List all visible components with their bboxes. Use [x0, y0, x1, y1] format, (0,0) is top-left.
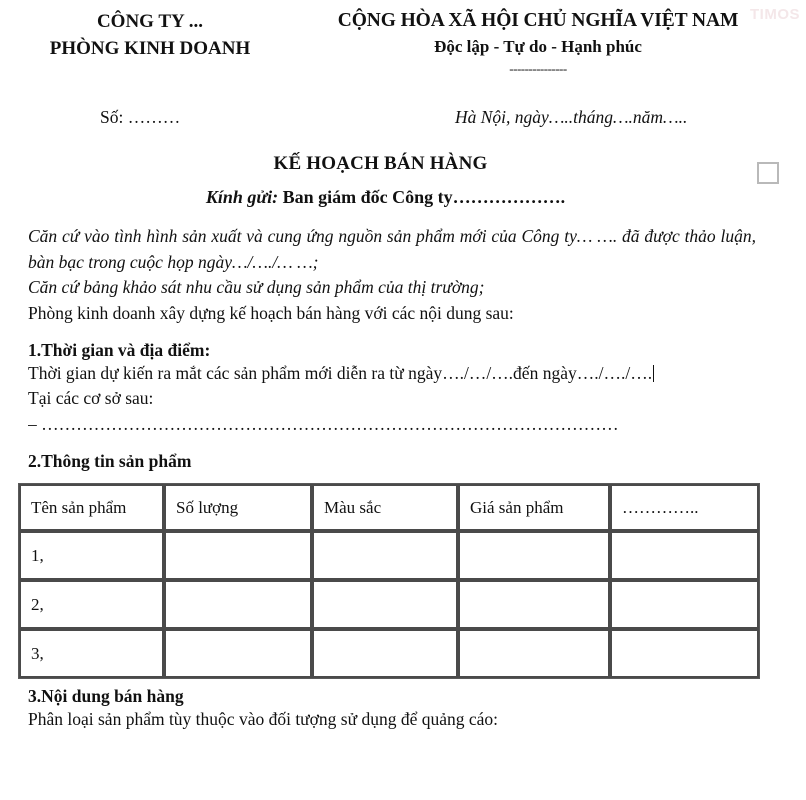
section-3-block [0, 686, 806, 732]
text-caret [653, 365, 654, 382]
cell-other[interactable] [610, 580, 759, 629]
product-table-wrapper [0, 483, 806, 679]
section-1-blank-line: – ……………………………………………………………………………………… [28, 413, 619, 434]
national-heading-block [290, 9, 806, 77]
product-table [18, 483, 760, 679]
table-row [19, 629, 759, 678]
reference-number: Số: ……… [100, 107, 181, 128]
national-motto: Độc lập - Tự do - Hạnh phúc [434, 37, 642, 57]
cell-quantity[interactable] [164, 580, 312, 629]
corner-checkbox[interactable] [757, 162, 779, 184]
cell-product-name[interactable]: 2, [19, 580, 164, 629]
reference-row [0, 107, 806, 128]
cell-other[interactable] [610, 531, 759, 580]
page-title: KẾ HOẠCH BÁN HÀNG [273, 153, 488, 175]
preamble-basis-1: Căn cứ vào tình hình sản xuất và cung ứng nguồn sản phẩm mới của Công ty… …. đã được thảo luận, bàn bạc trong cuộc họp ngày…/…./… …; [28, 226, 756, 272]
section-1-heading: 1.Thời gian và địa điểm: [28, 339, 211, 360]
document-header [0, 0, 806, 77]
cell-quantity[interactable] [164, 629, 312, 678]
motto-divider: --------------- [509, 61, 567, 77]
cell-color[interactable] [312, 580, 458, 629]
cell-quantity[interactable] [164, 531, 312, 580]
company-block [0, 9, 290, 62]
section-1-text [28, 361, 756, 386]
national-title: CỘNG HÒA XÃ HỘI CHỦ NGHĨA VIỆT NAM [337, 10, 739, 31]
recipient-label: Kính gửi: [205, 187, 279, 208]
cell-price[interactable] [458, 629, 610, 678]
cell-other[interactable] [610, 629, 759, 678]
table-row [19, 580, 759, 629]
table-header-row [19, 484, 759, 531]
column-header-price: Giá sản phẩm [458, 484, 610, 531]
section-2-heading: 2.Thông tin sản phẩm [28, 451, 192, 472]
section-3-text: Phân loại sản phẩm tùy thuộc vào đối tượng sử dụng để quảng cáo: [28, 709, 499, 730]
table-row [19, 531, 759, 580]
column-header-product-name: Tên sản phẩm [19, 484, 164, 531]
recipient-line [0, 187, 806, 208]
preamble-intro: Phòng kinh doanh xây dựng kế hoạch bán hàng với các nội dung sau: [28, 302, 514, 323]
section-3-heading: 3.Nội dung bán hàng [28, 686, 184, 707]
section-1-locations-label: Tại các cơ sở sau: [28, 388, 154, 409]
watermark-text: TIMOS [750, 6, 800, 23]
place-and-date: Hà Nội, ngày…..tháng….năm….. [455, 107, 688, 128]
department-name: PHÒNG KINH DOANH [49, 38, 251, 60]
preamble-basis-2: Căn cứ bảng khảo sát nhu cầu sử dụng sản phẩm của thị trường; [28, 277, 485, 298]
cell-color[interactable] [312, 531, 458, 580]
cell-product-name[interactable]: 1, [19, 531, 164, 580]
product-table-body [19, 484, 759, 678]
recipient-value: Ban giám đốc Công ty………………. [278, 187, 566, 208]
cell-product-name[interactable]: 3, [19, 629, 164, 678]
column-header-quantity: Số lượng [164, 484, 312, 531]
section-1-text-value: Thời gian dự kiến ra mắt các sản phẩm mới diễn ra từ ngày…./…/….đến ngày…./…./…. [28, 362, 653, 383]
cell-price[interactable] [458, 531, 610, 580]
cell-color[interactable] [312, 629, 458, 678]
company-name: CÔNG TY ... [96, 11, 204, 32]
column-header-other: ………….. [610, 484, 759, 531]
document-body [0, 224, 806, 472]
cell-price[interactable] [458, 580, 610, 629]
column-header-color: Màu sắc [312, 484, 458, 531]
